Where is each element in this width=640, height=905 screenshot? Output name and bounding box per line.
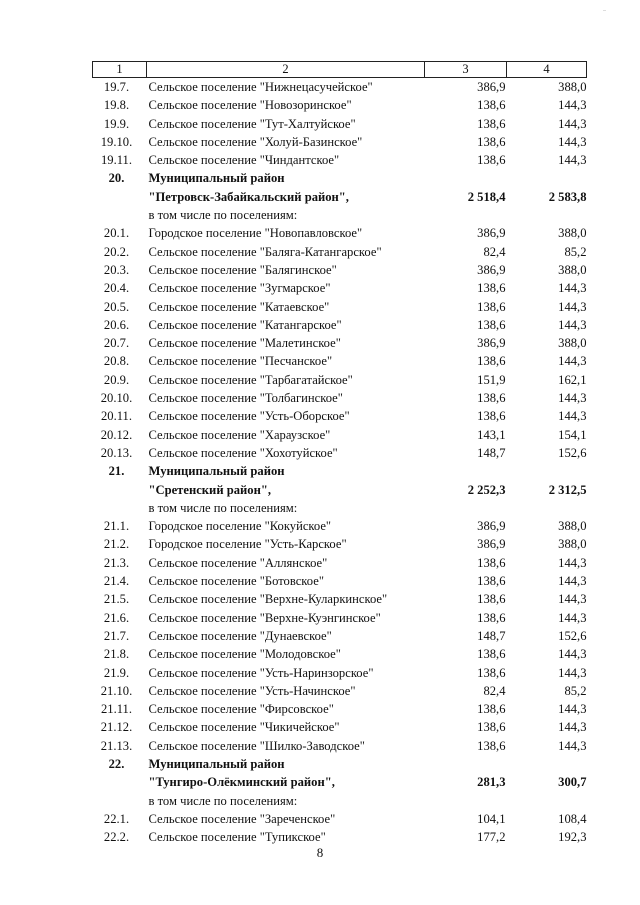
row-value-col3: 138,6 (477, 409, 506, 424)
row-value-col4: 388,0 (558, 262, 587, 277)
row-value-col3 (425, 499, 507, 517)
row-number: 19.9. (103, 116, 130, 131)
table-row (93, 279, 587, 297)
row-value-col4: 144,3 (558, 281, 587, 296)
row-value-col4 (507, 169, 587, 187)
row-name: Городское поселение "Новопавловское" (148, 226, 363, 241)
table-row (93, 792, 587, 810)
row-value-col4: 144,3 (558, 391, 587, 406)
row-name: Сельское поселение "Молодовское" (148, 647, 341, 662)
table-row (93, 133, 587, 151)
row-value-col3 (425, 206, 507, 224)
table-row (93, 444, 587, 462)
table-header-row (93, 62, 587, 78)
row-number: 21.9. (103, 665, 130, 680)
table-row (93, 462, 587, 480)
row-value-col3: 2 518,4 (467, 189, 506, 204)
table-row (93, 206, 587, 224)
row-name: в том числе по поселениям: (148, 793, 298, 808)
row-name: в том числе по поселениям: (148, 500, 298, 515)
row-value-col4: 192,3 (558, 830, 587, 845)
row-value-col4: 144,3 (558, 153, 587, 168)
row-value-col3: 138,6 (477, 592, 506, 607)
row-value-col3: 138,6 (477, 299, 506, 314)
row-value-col4: 144,3 (558, 592, 587, 607)
row-value-col3: 138,6 (477, 702, 506, 717)
row-value-col3: 138,6 (477, 574, 506, 589)
row-number: 20.12. (100, 427, 133, 442)
row-name: Сельское поселение "Новозоринское" (148, 98, 352, 113)
table-row (93, 243, 587, 261)
row-value-col3: 138,6 (477, 720, 506, 735)
row-value-col3: 138,6 (477, 391, 506, 406)
row-value-col3: 138,6 (477, 153, 506, 168)
table-row (93, 755, 587, 773)
row-value-col4: 388,0 (558, 226, 587, 241)
row-value-col4: 85,2 (564, 683, 587, 698)
row-value-col4: 152,6 (558, 628, 587, 643)
table-row (93, 298, 587, 316)
row-value-col3: 386,9 (477, 519, 506, 534)
row-name: Сельское поселение "Балягинское" (148, 262, 337, 277)
row-number: 20.13. (100, 445, 133, 460)
row-number: 20.5. (103, 299, 130, 314)
table-row (93, 261, 587, 279)
table-row (93, 115, 587, 133)
row-value-col3: 138,6 (477, 555, 506, 570)
row-value-col3: 177,2 (477, 830, 506, 845)
row-name: Муниципальный район (148, 756, 285, 771)
table-row (93, 718, 587, 736)
table-row (93, 810, 587, 828)
row-name: в том числе по поселениям: (148, 208, 298, 223)
row-name: Муниципальный район (148, 464, 285, 479)
table-row (93, 426, 587, 444)
row-number: 20.11. (100, 409, 133, 424)
row-value-col4: 144,3 (558, 738, 587, 753)
row-value-col4: 2 583,8 (548, 189, 587, 204)
row-value-col3 (425, 169, 507, 187)
row-name: Муниципальный район (148, 171, 285, 186)
row-number: 21.7. (103, 628, 130, 643)
row-value-col4: 144,3 (558, 720, 587, 735)
row-name: Городское поселение "Кокуйское" (148, 519, 332, 534)
row-value-col3: 143,1 (477, 427, 506, 442)
row-number: 19.11. (100, 153, 133, 168)
row-number (93, 499, 147, 517)
table-row (93, 169, 587, 187)
row-value-col4: 144,3 (558, 409, 587, 424)
table-row (93, 737, 587, 755)
row-name: Сельское поселение "Катангарское" (148, 317, 342, 332)
table-row (93, 572, 587, 590)
row-value-col3 (425, 462, 507, 480)
row-number (93, 773, 147, 791)
row-value-col4 (507, 755, 587, 773)
row-number: 21.8. (103, 647, 130, 662)
row-value-col4 (507, 499, 587, 517)
row-value-col4: 152,6 (558, 445, 587, 460)
table-row (93, 554, 587, 572)
table-row (93, 316, 587, 334)
row-value-col4: 144,3 (558, 665, 587, 680)
row-number: 21.6. (103, 610, 130, 625)
row-number: 20.9. (103, 372, 130, 387)
row-value-col4: 388,0 (558, 519, 587, 534)
row-number: 20.2. (103, 244, 130, 259)
row-number (93, 188, 147, 206)
row-value-col4: 154,1 (558, 427, 587, 442)
row-value-col3: 281,3 (477, 775, 506, 790)
row-name: Сельское поселение "Ботовское" (148, 574, 324, 589)
table-row (93, 590, 587, 608)
row-name: Сельское поселение "Шилко-Заводское" (148, 738, 365, 753)
row-number: 19.10. (100, 134, 133, 149)
table-row (93, 481, 587, 499)
row-name: Сельское поселение "Хохотуйское" (148, 445, 338, 460)
row-number: 20.10. (100, 391, 133, 406)
row-name: Сельское поселение "Усть-Наринзорское" (148, 665, 374, 680)
row-value-col4: 162,1 (558, 372, 587, 387)
row-value-col3: 138,6 (477, 354, 506, 369)
row-value-col4: 144,3 (558, 555, 587, 570)
row-value-col4: 85,2 (564, 244, 587, 259)
table-row (93, 96, 587, 114)
row-number: 19.7. (103, 80, 130, 94)
row-value-col3 (425, 755, 507, 773)
row-number (93, 206, 147, 224)
row-number (93, 481, 147, 499)
row-number: 21.1. (103, 519, 130, 534)
row-number: 20. (108, 171, 125, 186)
row-number: 19.8. (103, 98, 130, 113)
row-name: Сельское поселение "Фирсовское" (148, 702, 334, 717)
row-name: Сельское поселение "Усть-Начинское" (148, 683, 356, 698)
row-value-col4: 388,0 (558, 336, 587, 351)
row-number: 21.11. (100, 702, 133, 717)
row-name: Сельское поселение "Зареченское" (148, 811, 336, 826)
table-row (93, 645, 587, 663)
row-value-col4 (507, 462, 587, 480)
row-name: Сельское поселение "Малетинское" (148, 336, 341, 351)
settlements-table (92, 61, 587, 846)
row-number: 20.1. (103, 226, 130, 241)
row-value-col3: 138,6 (477, 738, 506, 753)
row-name: Сельское поселение "Чикичейское" (148, 720, 340, 735)
row-name: Сельское поселение "Чиндантское" (148, 153, 340, 168)
row-value-col4: 144,3 (558, 98, 587, 113)
row-name: Сельское поселение "Катаевское" (148, 299, 330, 314)
row-value-col3 (425, 792, 507, 810)
row-name: Сельское поселение "Дунаевское" (148, 628, 332, 643)
table-row (93, 535, 587, 553)
row-value-col4: 144,3 (558, 116, 587, 131)
table-body (93, 62, 587, 847)
row-name: Сельское поселение "Аллянское" (148, 555, 328, 570)
table-row (93, 664, 587, 682)
row-value-col3: 151,9 (477, 372, 506, 387)
row-number: 21.5. (103, 592, 130, 607)
row-number: 21.12. (100, 720, 133, 735)
row-name: Сельское поселение "Толбагинское" (148, 391, 343, 406)
row-name: Сельское поселение "Усть-Оборское" (148, 409, 350, 424)
row-value-col4: 144,3 (558, 702, 587, 717)
row-value-col3: 386,9 (477, 262, 506, 277)
row-name: Сельское поселение "Верхне-Куларкинское" (148, 592, 388, 607)
table-row (93, 224, 587, 242)
row-value-col4: 144,3 (558, 354, 587, 369)
row-value-col4: 144,3 (558, 134, 587, 149)
row-name: Сельское поселение "Верхне-Куэнгинское" (148, 610, 381, 625)
row-number (93, 792, 147, 810)
table-row (93, 682, 587, 700)
table-row (93, 389, 587, 407)
table-row (93, 499, 587, 517)
row-number: 21.3. (103, 555, 130, 570)
row-number: 21. (108, 464, 125, 479)
row-value-col3: 148,7 (477, 628, 506, 643)
row-name: Сельское поселение "Нижнецасучейское" (148, 80, 373, 94)
row-value-col3: 386,9 (477, 336, 506, 351)
row-value-col3: 138,6 (477, 281, 506, 296)
row-number: 21.13. (100, 738, 133, 753)
row-name: Сельское поселение "Тут-Халтуйское" (148, 116, 356, 131)
table-row (93, 371, 587, 389)
row-value-col4: 388,0 (558, 537, 587, 552)
table-row (93, 334, 587, 352)
row-value-col3: 386,9 (477, 537, 506, 552)
row-name: Сельское поселение "Тупикское" (148, 830, 326, 845)
table-row (93, 407, 587, 425)
row-value-col3: 386,9 (477, 226, 506, 241)
table-row (93, 773, 587, 791)
header-col-2: 2 (147, 62, 425, 78)
row-value-col4: 108,4 (558, 811, 587, 826)
table-row (93, 78, 587, 97)
row-name: Сельское поселение "Песчанское" (148, 354, 333, 369)
row-value-col3: 82,4 (483, 244, 506, 259)
row-value-col4: 144,3 (558, 647, 587, 662)
table-row (93, 151, 587, 169)
row-name: Сельское поселение "Зугмарское" (148, 281, 331, 296)
row-name: Сельское поселение "Тарбагатайское" (148, 372, 353, 387)
row-name: "Тунгиро-Олёкминский район", (148, 775, 335, 790)
row-value-col3: 138,6 (477, 665, 506, 680)
row-value-col3: 138,6 (477, 98, 506, 113)
row-value-col3: 148,7 (477, 445, 506, 460)
row-name: Сельское поселение "Хараузское" (148, 427, 331, 442)
row-number: 21.10. (100, 683, 133, 698)
row-number: 21.2. (103, 537, 130, 552)
header-col-3: 3 (425, 62, 507, 78)
row-value-col4: 144,3 (558, 610, 587, 625)
row-number: 22. (108, 756, 125, 771)
page-number: 8 (316, 845, 324, 860)
scan-mark (603, 10, 606, 11)
row-name: Сельское поселение "Холуй-Базинское" (148, 134, 363, 149)
row-value-col3: 138,6 (477, 647, 506, 662)
row-value-col4 (507, 206, 587, 224)
row-number: 20.8. (103, 354, 130, 369)
row-name: Сельское поселение "Баляга-Катангарское" (148, 244, 382, 259)
row-value-col3: 138,6 (477, 116, 506, 131)
row-value-col3: 138,6 (477, 317, 506, 332)
row-value-col3: 104,1 (477, 811, 506, 826)
row-number: 21.4. (103, 574, 130, 589)
row-name: "Сретенский район", (148, 482, 271, 497)
row-value-col3: 2 252,3 (467, 482, 506, 497)
row-number: 20.3. (103, 262, 130, 277)
row-value-col4: 300,7 (558, 775, 587, 790)
row-value-col4: 388,0 (558, 80, 587, 94)
table-row (93, 188, 587, 206)
row-value-col4: 2 312,5 (548, 482, 587, 497)
table-row (93, 828, 587, 846)
row-value-col4 (507, 792, 587, 810)
table-row (93, 609, 587, 627)
row-name: Городское поселение "Усть-Карское" (148, 537, 347, 552)
header-col-1: 1 (93, 62, 147, 78)
row-value-col4: 144,3 (558, 317, 587, 332)
table-row (93, 517, 587, 535)
row-name: "Петровск-Забайкальский район", (148, 189, 349, 204)
row-value-col3: 138,6 (477, 134, 506, 149)
row-number: 20.6. (103, 317, 130, 332)
row-number: 20.7. (103, 336, 130, 351)
row-value-col3: 82,4 (483, 683, 506, 698)
row-value-col3: 138,6 (477, 610, 506, 625)
table-row (93, 700, 587, 718)
row-number: 20.4. (103, 281, 130, 296)
header-col-4: 4 (507, 62, 587, 78)
row-number: 22.2. (103, 830, 130, 845)
table-row (93, 352, 587, 370)
row-number: 22.1. (103, 811, 130, 826)
row-value-col4: 144,3 (558, 299, 587, 314)
row-value-col3: 386,9 (477, 80, 506, 94)
table-row (93, 627, 587, 645)
row-value-col4: 144,3 (558, 574, 587, 589)
